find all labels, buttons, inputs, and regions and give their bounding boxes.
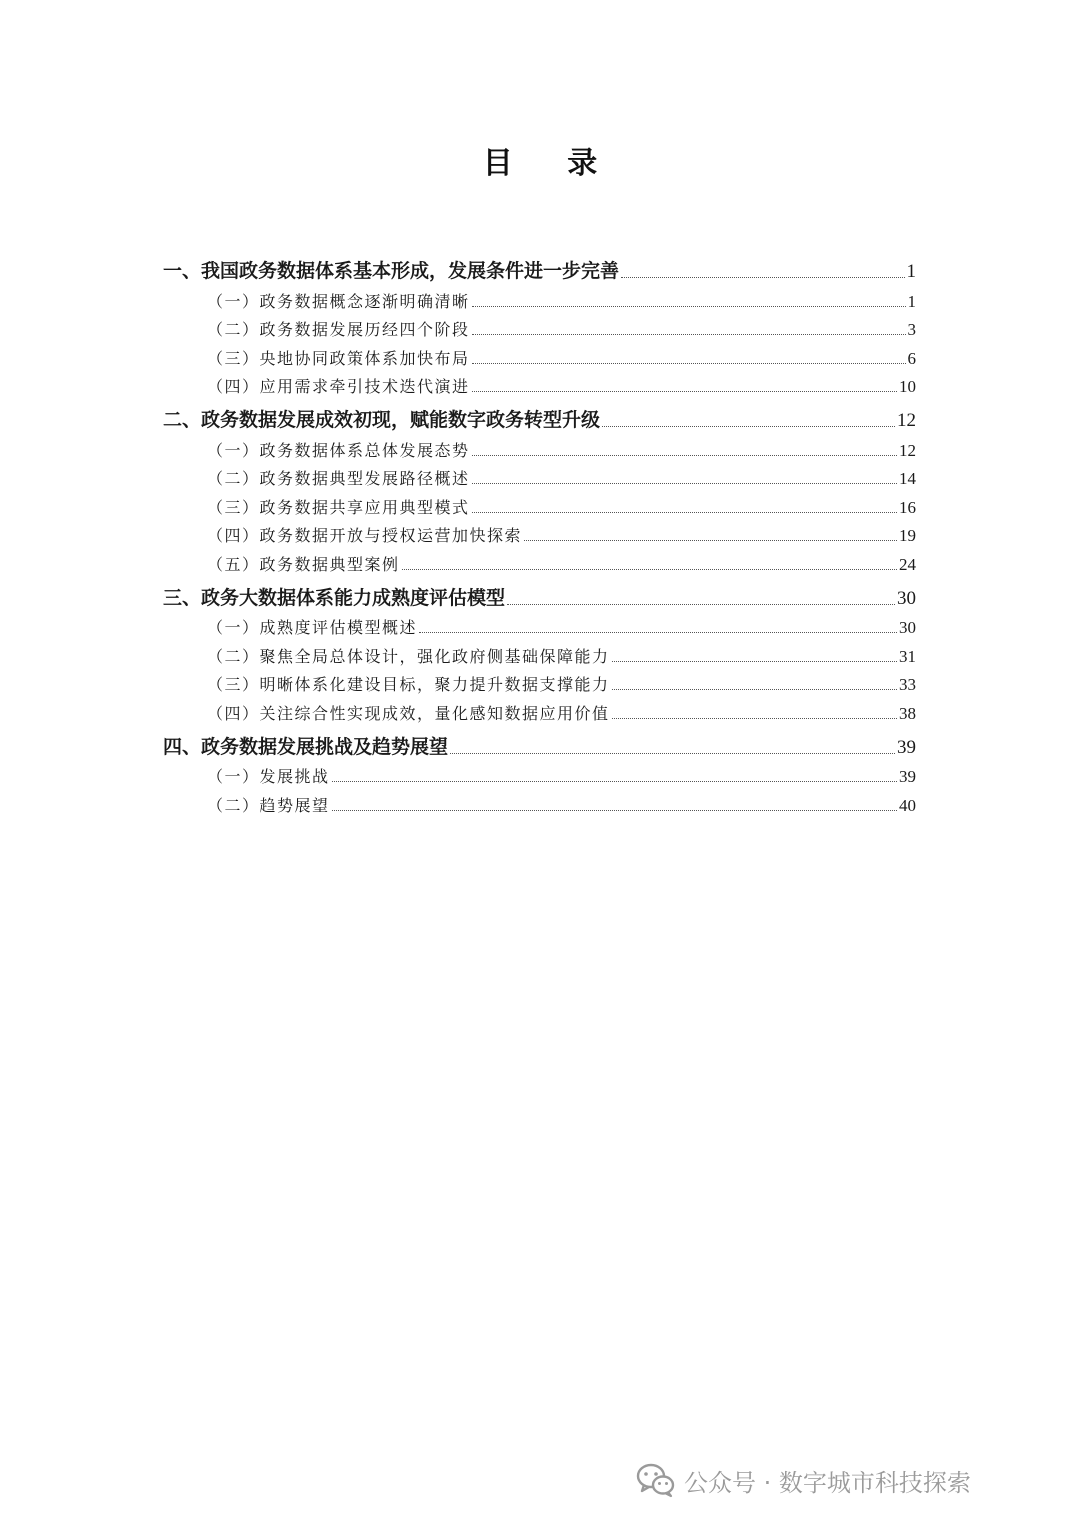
table-of-contents: [163, 250, 916, 818]
toc-page-number: 30: [897, 587, 916, 609]
toc-page-number: 38: [899, 703, 916, 723]
dot-leader: [472, 363, 906, 364]
toc-page-number: 39: [897, 736, 916, 758]
toc-entry-text: 一、我国政务数据体系基本形成，发展条件进一步完善: [163, 260, 620, 282]
toc-entry-text: （四）政务数据开放与授权运营加快探索: [207, 526, 523, 545]
dot-leader: [472, 334, 906, 335]
dot-leader: [332, 781, 897, 782]
dot-leader: [612, 718, 897, 719]
dot-leader: [419, 632, 897, 633]
toc-entry-text: （一）政务数据体系总体发展态势: [207, 440, 470, 460]
toc-section[interactable]: [163, 761, 916, 790]
toc-section[interactable]: [163, 697, 916, 726]
dot-leader: [602, 426, 895, 427]
toc-page-number: 19: [899, 526, 916, 545]
toc-section[interactable]: [163, 548, 916, 577]
toc-section[interactable]: [163, 285, 916, 314]
toc-page-number: 10: [899, 377, 916, 396]
toc-section[interactable]: [163, 669, 916, 698]
toc-section[interactable]: [163, 371, 916, 400]
toc-page-number: 12: [899, 440, 916, 460]
dot-leader: [472, 306, 906, 307]
dot-leader: [507, 604, 895, 605]
toc-page-number: 1: [907, 291, 916, 311]
toc-section[interactable]: [163, 789, 916, 818]
toc-section[interactable]: [163, 463, 916, 492]
dot-leader: [621, 277, 904, 278]
dot-leader: [402, 569, 897, 570]
dot-leader: [332, 810, 897, 811]
toc-entry-text: （一）政务数据概念逐渐明确清晰: [207, 291, 470, 311]
toc-page-number: 16: [899, 497, 916, 517]
toc-entry-text: 四、政务数据发展挑战及趋势展望: [163, 735, 449, 758]
toc-entry-text: （四）应用需求牵引技术迭代演进: [207, 377, 470, 396]
toc-entry-text: 二、政务数据发展成效初现，赋能数字政务转型升级: [163, 409, 601, 431]
toc-page-number: 14: [899, 469, 916, 488]
toc-entry-text: （二）聚焦全局总体设计，强化政府侧基础保障能力: [207, 646, 610, 666]
toc-page-number: 3: [907, 320, 916, 339]
toc-chapter[interactable]: [163, 399, 916, 434]
toc-page-number: 1: [906, 261, 916, 282]
dot-leader: [472, 391, 897, 392]
page-title: 目 录: [482, 146, 620, 181]
watermark: [636, 1462, 971, 1498]
toc-chapter[interactable]: [163, 577, 916, 612]
toc-section[interactable]: [163, 491, 916, 520]
toc-entry-text: （四）关注综合性实现成效，量化感知数据应用价值: [207, 703, 610, 723]
toc-page-number: 33: [899, 675, 916, 694]
toc-entry-text: （一）成熟度评估模型概述: [207, 618, 418, 637]
toc-page-number: 31: [899, 646, 916, 666]
toc-entry-text: （二）政务数据典型发展路径概述: [207, 469, 470, 488]
toc-section[interactable]: [163, 520, 916, 549]
dot-leader: [472, 512, 897, 513]
toc-page-number: 40: [899, 795, 916, 815]
toc-section[interactable]: [163, 314, 916, 343]
watermark-text: 公众号 · 数字城市科技探索: [684, 1468, 971, 1497]
toc-chapter[interactable]: [163, 250, 916, 285]
toc-section[interactable]: [163, 342, 916, 371]
toc-entry-text: （二）趋势展望: [207, 795, 330, 815]
toc-entry-text: （五）政务数据典型案例: [207, 554, 400, 574]
toc-chapter[interactable]: [163, 726, 916, 761]
toc-section[interactable]: [163, 434, 916, 463]
toc-entry-text: （二）政务数据发展历经四个阶段: [207, 320, 470, 339]
toc-entry-text: （一）发展挑战: [207, 767, 330, 786]
toc-section[interactable]: [163, 640, 916, 669]
dot-leader: [472, 455, 897, 456]
dot-leader: [612, 689, 897, 690]
toc-section[interactable]: [163, 612, 916, 641]
dot-leader: [612, 661, 897, 662]
toc-page-number: 6: [907, 348, 916, 368]
toc-entry-text: （三）央地协同政策体系加快布局: [207, 348, 470, 368]
toc-entry-text: 三、政务大数据体系能力成熟度评估模型: [163, 586, 506, 609]
dot-leader: [524, 540, 897, 541]
toc-page-number: 30: [899, 618, 916, 637]
dot-leader: [450, 753, 895, 754]
toc-page-number: 24: [899, 554, 916, 574]
toc-page-number: 39: [899, 767, 916, 786]
toc-entry-text: （三）明晰体系化建设目标，聚力提升数据支撑能力: [207, 675, 610, 694]
toc-entry-text: （三）政务数据共享应用典型模式: [207, 497, 470, 517]
dot-leader: [472, 483, 897, 484]
wechat-icon: [636, 1462, 676, 1498]
toc-page-number: 12: [897, 410, 916, 431]
